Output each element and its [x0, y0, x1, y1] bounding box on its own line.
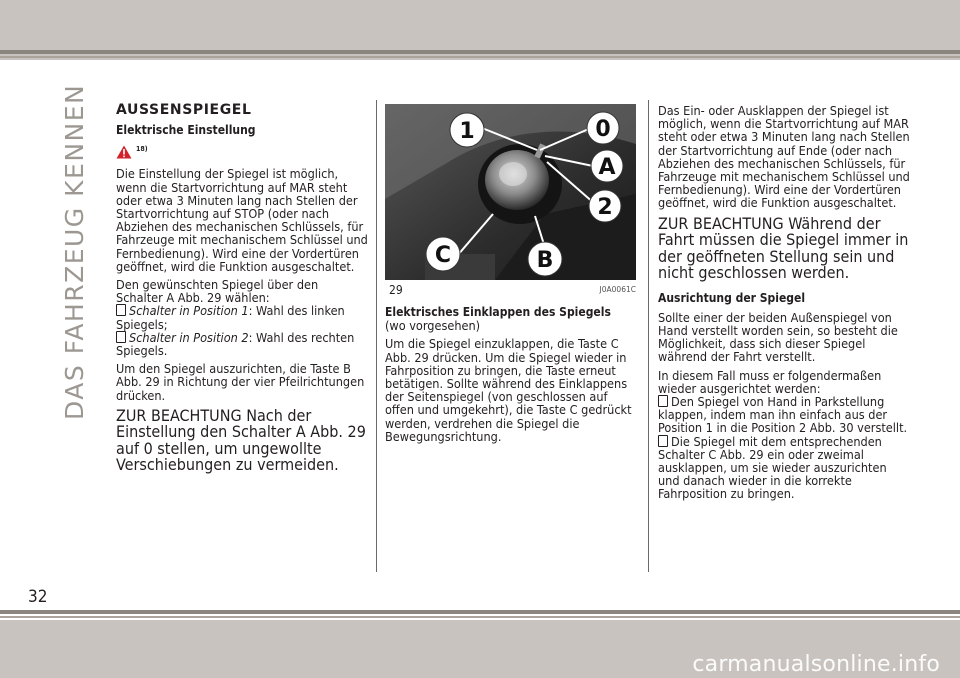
bullet-text: : Wahl des rechten Spiegels. [116, 329, 355, 359]
figure-number: 29 [389, 283, 403, 297]
figure-label: 1 [459, 119, 475, 144]
bullet-emphasis: Schalter in Position 1 [129, 303, 249, 319]
mirror-switch-photo [385, 104, 636, 280]
subheading-electric-adjustment: Elektrische Einstellung [116, 123, 256, 138]
note-box: ZUR BEACHTUNG Während der Fahrt müssen die Spiegel immer in der geöffneten Stellung sein und nicht geschlossen werden. [658, 213, 909, 283]
paragraph: Die Einstellung der Spiegel ist möglich, wenn die Startvorrichtung auf MAR steht oder etwa 3 Minuten lang nach Stellen der Startvorrichtung auf STOP (oder nach Abziehen des mechanischen Schlüssels, für Fahrzeuge mit mechanischem Schlüssel und Fernbedienung). Wird eine der Vordertüren geöffnet, wird die Funktion ausgeschaltet. [116, 166, 368, 274]
figure-label: 0 [595, 117, 611, 142]
column-3 [658, 104, 910, 506]
subheading-alignment: Ausrichtung der Spiegel [658, 290, 806, 305]
warning-reference [116, 143, 368, 163]
warning-triangle-icon [116, 145, 132, 159]
figure-caption [385, 283, 636, 297]
figure-code: J0A0061C [599, 285, 636, 294]
bottom-stripe-thin [0, 616, 960, 618]
chapter-side-title: DAS FAHRZEUG KENNEN [60, 83, 89, 420]
top-band [0, 0, 960, 84]
column-2-body [385, 306, 637, 448]
bullet-emphasis: Schalter in Position 2 [129, 329, 249, 345]
column-divider-left [376, 100, 377, 572]
top-stripe [0, 50, 960, 54]
section-heading: AUSSENSPIEGEL [116, 102, 252, 118]
figure-label: B [536, 248, 554, 273]
paragraph-text: In diesem Fall muss er folgendermaßen wieder ausgerichtet werden: [658, 367, 882, 396]
note-box: ZUR BEACHTUNG Nach der Einstellung den Schalter A Abb. 29 auf 0 stellen, um ungewollte Verschiebungen zu vermeiden. [116, 405, 366, 475]
page-number: 32 [28, 587, 48, 607]
figure-label: 2 [597, 195, 613, 220]
column-divider-right [648, 100, 649, 572]
warning-ref-number: 18) [136, 145, 148, 154]
bottom-stripe [0, 610, 960, 614]
bullet-text: Den Spiegel von Hand in Parkstellung klappen, indem man ihn einfach aus der Position 1 in die Position 2 Abb. 30 verstellt. [658, 394, 908, 436]
paragraph [658, 369, 910, 501]
subnote: (wo vorgesehen) [385, 318, 481, 334]
paragraph: Sollte einer der beiden Außenspiegel von Hand verstellt worden sein, so besteht die Möglichkeit, dass sich dieser Spiegel während der Fahrt verstellt. [658, 309, 898, 365]
bullet-text: : Wahl des linken Spiegels; [116, 303, 345, 332]
top-band-gap [0, 60, 960, 84]
paragraph: Um die Spiegel einzuklappen, die Taste C Abb. 29 drücken. Um die Spiegel wieder in Fahrposition zu bringen, die Taste erneut betätigen. Sollte während des Einklappens der Seitenspiegel (von geschlossen auf offen und umgekehrt), die Taste C gedrückt werden, verdrehen die Spiegel die Bewegungsrichtung. [385, 336, 632, 444]
paragraph [116, 278, 368, 357]
paragraph: Das Ein- oder Ausklappen der Spiegel ist möglich, wenn die Startvorrichtung auf MAR steht oder etwa 3 Minuten lang nach Stellen der Startvorrichtung auf Ende (oder nach Abziehen des mechanischen Schlüssels, für Fahrzeuge mit mechanischem Schlüssel und Fernbedienung). Wird eine der Vordertüren geöffnet, wird die Funktion ausgeschaltet. [658, 103, 910, 211]
paragraph: Um den Spiegel auszurichten, die Taste B Abb. 29 in Richtung der vier Pfeilrichtungen drücken. [116, 361, 365, 403]
watermark: carmanualsonline.info [692, 652, 940, 677]
column-1 [116, 104, 368, 474]
top-stripe-thin [0, 56, 960, 58]
subheading-folding: Elektrisches Einklappen des Spiegels [385, 305, 611, 319]
paragraph-text: Den gewünschten Spiegel über den Schalter A Abb. 29 wählen: [116, 277, 319, 306]
figure-label: A [598, 155, 616, 180]
bullet-text: Die Spiegel mit dem entsprechenden Schalter C Abb. 29 ein oder zweimal ausklappen, um sie wieder auszurichten und danach wieder in die korrekte Fahrposition zu bringen. [658, 433, 887, 502]
figure-label: C [434, 243, 452, 268]
